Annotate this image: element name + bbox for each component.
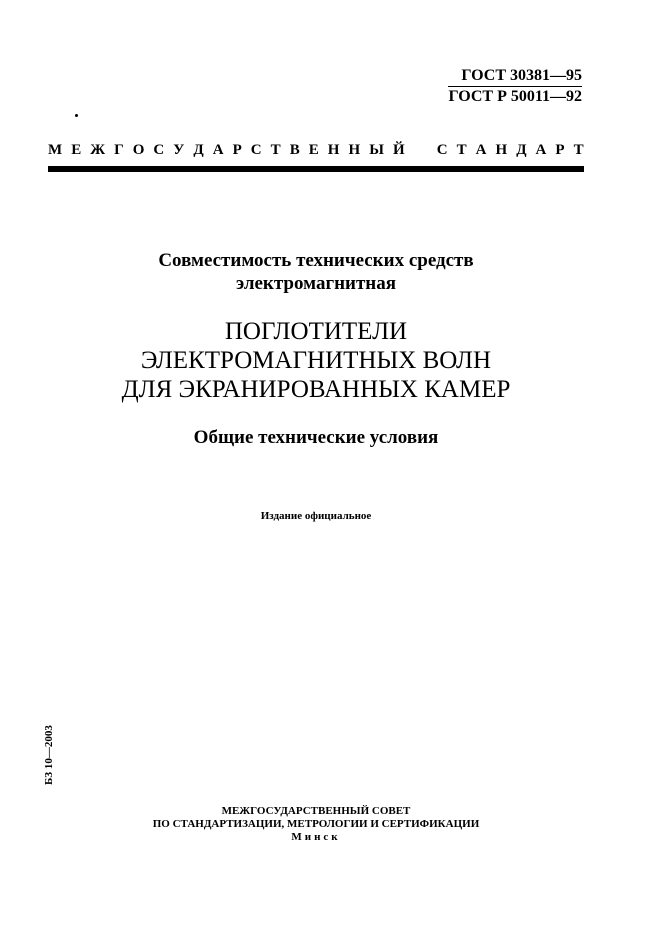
standard-type-letter: А: [475, 142, 487, 158]
standard-type-letter: Е: [308, 142, 319, 158]
standard-type-letter: Ы: [369, 142, 384, 158]
standard-type-letter: С: [250, 142, 262, 158]
standard-type-letter: Н: [495, 142, 508, 158]
gost-codes: [448, 66, 582, 106]
standard-type-letter: Г: [114, 142, 124, 158]
publisher-line: ПО СТАНДАРТИЗАЦИИ, МЕТРОЛОГИИ И СЕРТИФИКАЦИИ: [152, 818, 480, 830]
title-line: ЭЛЕКТРОМАГНИТНЫХ ВОЛН: [140, 347, 492, 374]
standard-type-letter: Р: [232, 142, 242, 158]
standard-type-letter: Е: [71, 142, 82, 158]
standard-type-letter: М: [48, 142, 63, 158]
side-code: БЗ 10—2003: [43, 725, 55, 785]
standard-type-letter: Т: [573, 142, 584, 158]
standard-type-letter: Й: [392, 142, 405, 158]
standard-type-letter: Р: [555, 142, 565, 158]
standard-type-letter: О: [132, 142, 145, 158]
document-title: [48, 317, 584, 404]
standard-type-letter: У: [173, 142, 185, 158]
publisher-line: МЕЖГОСУДАРСТВЕННЫЙ СОВЕТ: [221, 805, 411, 817]
document-subtitle: Общие технические условия: [193, 427, 439, 448]
publisher-block: [48, 805, 584, 844]
dot-mark: [75, 114, 78, 117]
title-line: ПОГЛОТИТЕЛИ: [224, 318, 408, 345]
standard-type-letter: Т: [270, 142, 281, 158]
standard-type-letter: В: [289, 142, 300, 158]
standard-type-letter: С: [153, 142, 165, 158]
title-line: ДЛЯ ЭКРАНИРОВАННЫХ КАМЕР: [121, 376, 511, 403]
standard-type-letter: Н: [348, 142, 361, 158]
standard-type-heading: [48, 141, 584, 159]
subject-line: электромагнитная: [235, 273, 397, 294]
standard-type-letter: Ж: [90, 142, 106, 158]
standard-type-letter: А: [535, 142, 547, 158]
subject-heading: [48, 249, 584, 295]
standard-type-letter: Д: [516, 142, 527, 158]
publisher-city: Минск: [291, 831, 341, 843]
standard-type-letter: Т: [456, 142, 467, 158]
gost-code-primary: ГОСТ 30381—95: [448, 66, 582, 87]
standard-type-letter: Д: [193, 142, 204, 158]
heading-rule: [48, 166, 584, 172]
gost-code-secondary: ГОСТ Р 50011—92: [448, 88, 582, 105]
standard-type-letter: А: [212, 142, 224, 158]
word-gap: [414, 141, 428, 159]
standard-type-letter: С: [436, 142, 448, 158]
subject-line: Совместимость технических средств: [158, 250, 474, 271]
edition-label: Издание официальное: [260, 510, 372, 522]
standard-type-letter: Н: [327, 142, 340, 158]
